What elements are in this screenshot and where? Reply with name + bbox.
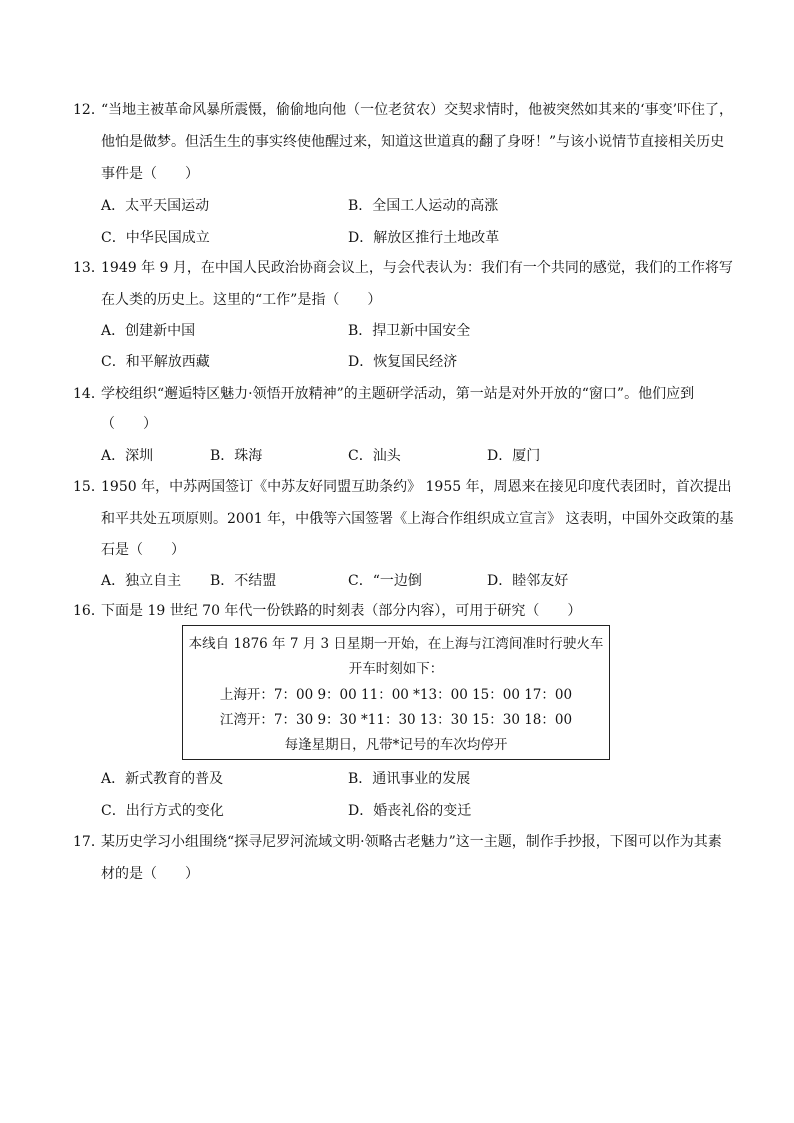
option-b: B．不结盟	[210, 573, 277, 589]
option-b: B．捍卫新中国安全	[348, 323, 471, 339]
question-text-line: 1949 年 9 月，在中国人民政治协商会议上，与会代表认为：我们有一个共同的感觉，我们的工作将写	[101, 260, 733, 276]
option-d: D．婚丧礼俗的变迁	[348, 803, 472, 819]
option-d: D．恢复国民经济	[348, 354, 458, 370]
option-b: B．全国工人运动的高涨	[348, 198, 499, 214]
question-number: 16．	[73, 603, 105, 619]
question-number: 17．	[73, 834, 105, 850]
option-d: D．睦邻友好	[487, 573, 569, 589]
option-a: A．独立自主	[101, 573, 182, 589]
question-text-line: 1950 年，中苏两国签订《中苏友好同盟互助条约》 1955 年，周恩来在接见印度代表团时，首次提出	[101, 479, 732, 495]
option-d: D．厦门	[487, 448, 541, 464]
option-c: C．“一边倒	[348, 573, 422, 589]
question-text-line: 和平共处五项原则。2001 年，中俄等六国签署《上海合作组织成立宣言》 这表明，中国外交政策的基	[101, 511, 734, 527]
option-c: C．汕头	[348, 448, 401, 464]
option-a: A．新式教育的普及	[101, 771, 224, 787]
option-a: A．太平天国运动	[101, 198, 210, 214]
question-number: 12．	[73, 102, 105, 118]
timetable-line: 江湾开：7：30 9：30 *11：30 13：30 15：30 18：00	[219, 712, 573, 728]
option-b: B．珠海	[210, 448, 263, 464]
option-d: D．解放区推行土地改革	[348, 230, 500, 246]
question-text-line: （ ）	[101, 416, 157, 432]
question-number: 13．	[73, 260, 105, 276]
question-number: 14．	[73, 386, 105, 402]
timetable-line: 上海开：7：00 9：00 11：00 *13：00 15：00 17：00	[219, 687, 573, 703]
option-c: C．和平解放西藏	[101, 354, 210, 370]
option-a: A．创建新中国	[101, 323, 196, 339]
timetable-line: 本线自 1876 年 7 月 3 日星期一开始，在上海与江湾间准时行驶火车	[188, 636, 604, 652]
timetable-line: 每逢星期日，凡带*记号的车次均停开	[284, 737, 508, 753]
question-text-line: 学校组织“邂逅特区魅力·领悟开放精神”的主题研学活动，第一站是对外开放的“窗口”。他们应到	[101, 386, 695, 402]
question-text-line: 某历史学习小组围绕“探寻尼罗河流域文明·领略古老魅力”这一主题，制作手抄报，下图可以作为其素	[101, 834, 722, 850]
option-c: C．中华民国成立	[101, 230, 210, 246]
timetable-line: 开车时刻如下：	[348, 661, 444, 677]
option-b: B．通讯事业的发展	[348, 771, 471, 787]
question-text-line: 他怕是做梦。但活生生的事实终使他醒过来，知道这世道真的翻了身呀！”与该小说情节直接相关历史	[101, 134, 725, 150]
question-text-line: 下面是 19 世纪 70 年代一份铁路的时刻表（部分内容），可用于研究（ ）	[101, 603, 582, 619]
question-text-line: 材的是（ ）	[101, 866, 199, 882]
option-a: A．深圳	[101, 448, 154, 464]
question-text-line: 在人类的历史上。这里的“工作”是指（ ）	[101, 292, 382, 308]
option-c: C．出行方式的变化	[101, 803, 224, 819]
timetable-box	[182, 625, 610, 760]
question-text-line: 事件是（ ）	[101, 166, 199, 182]
question-text-line: 石是（ ）	[101, 542, 185, 558]
question-number: 15．	[73, 479, 105, 495]
question-text-line: “当地主被革命风暴所震慑，偷偷地向他（一位老贫农）交契求情时，他被突然如其来的‘事变’吓住了，	[101, 102, 734, 118]
